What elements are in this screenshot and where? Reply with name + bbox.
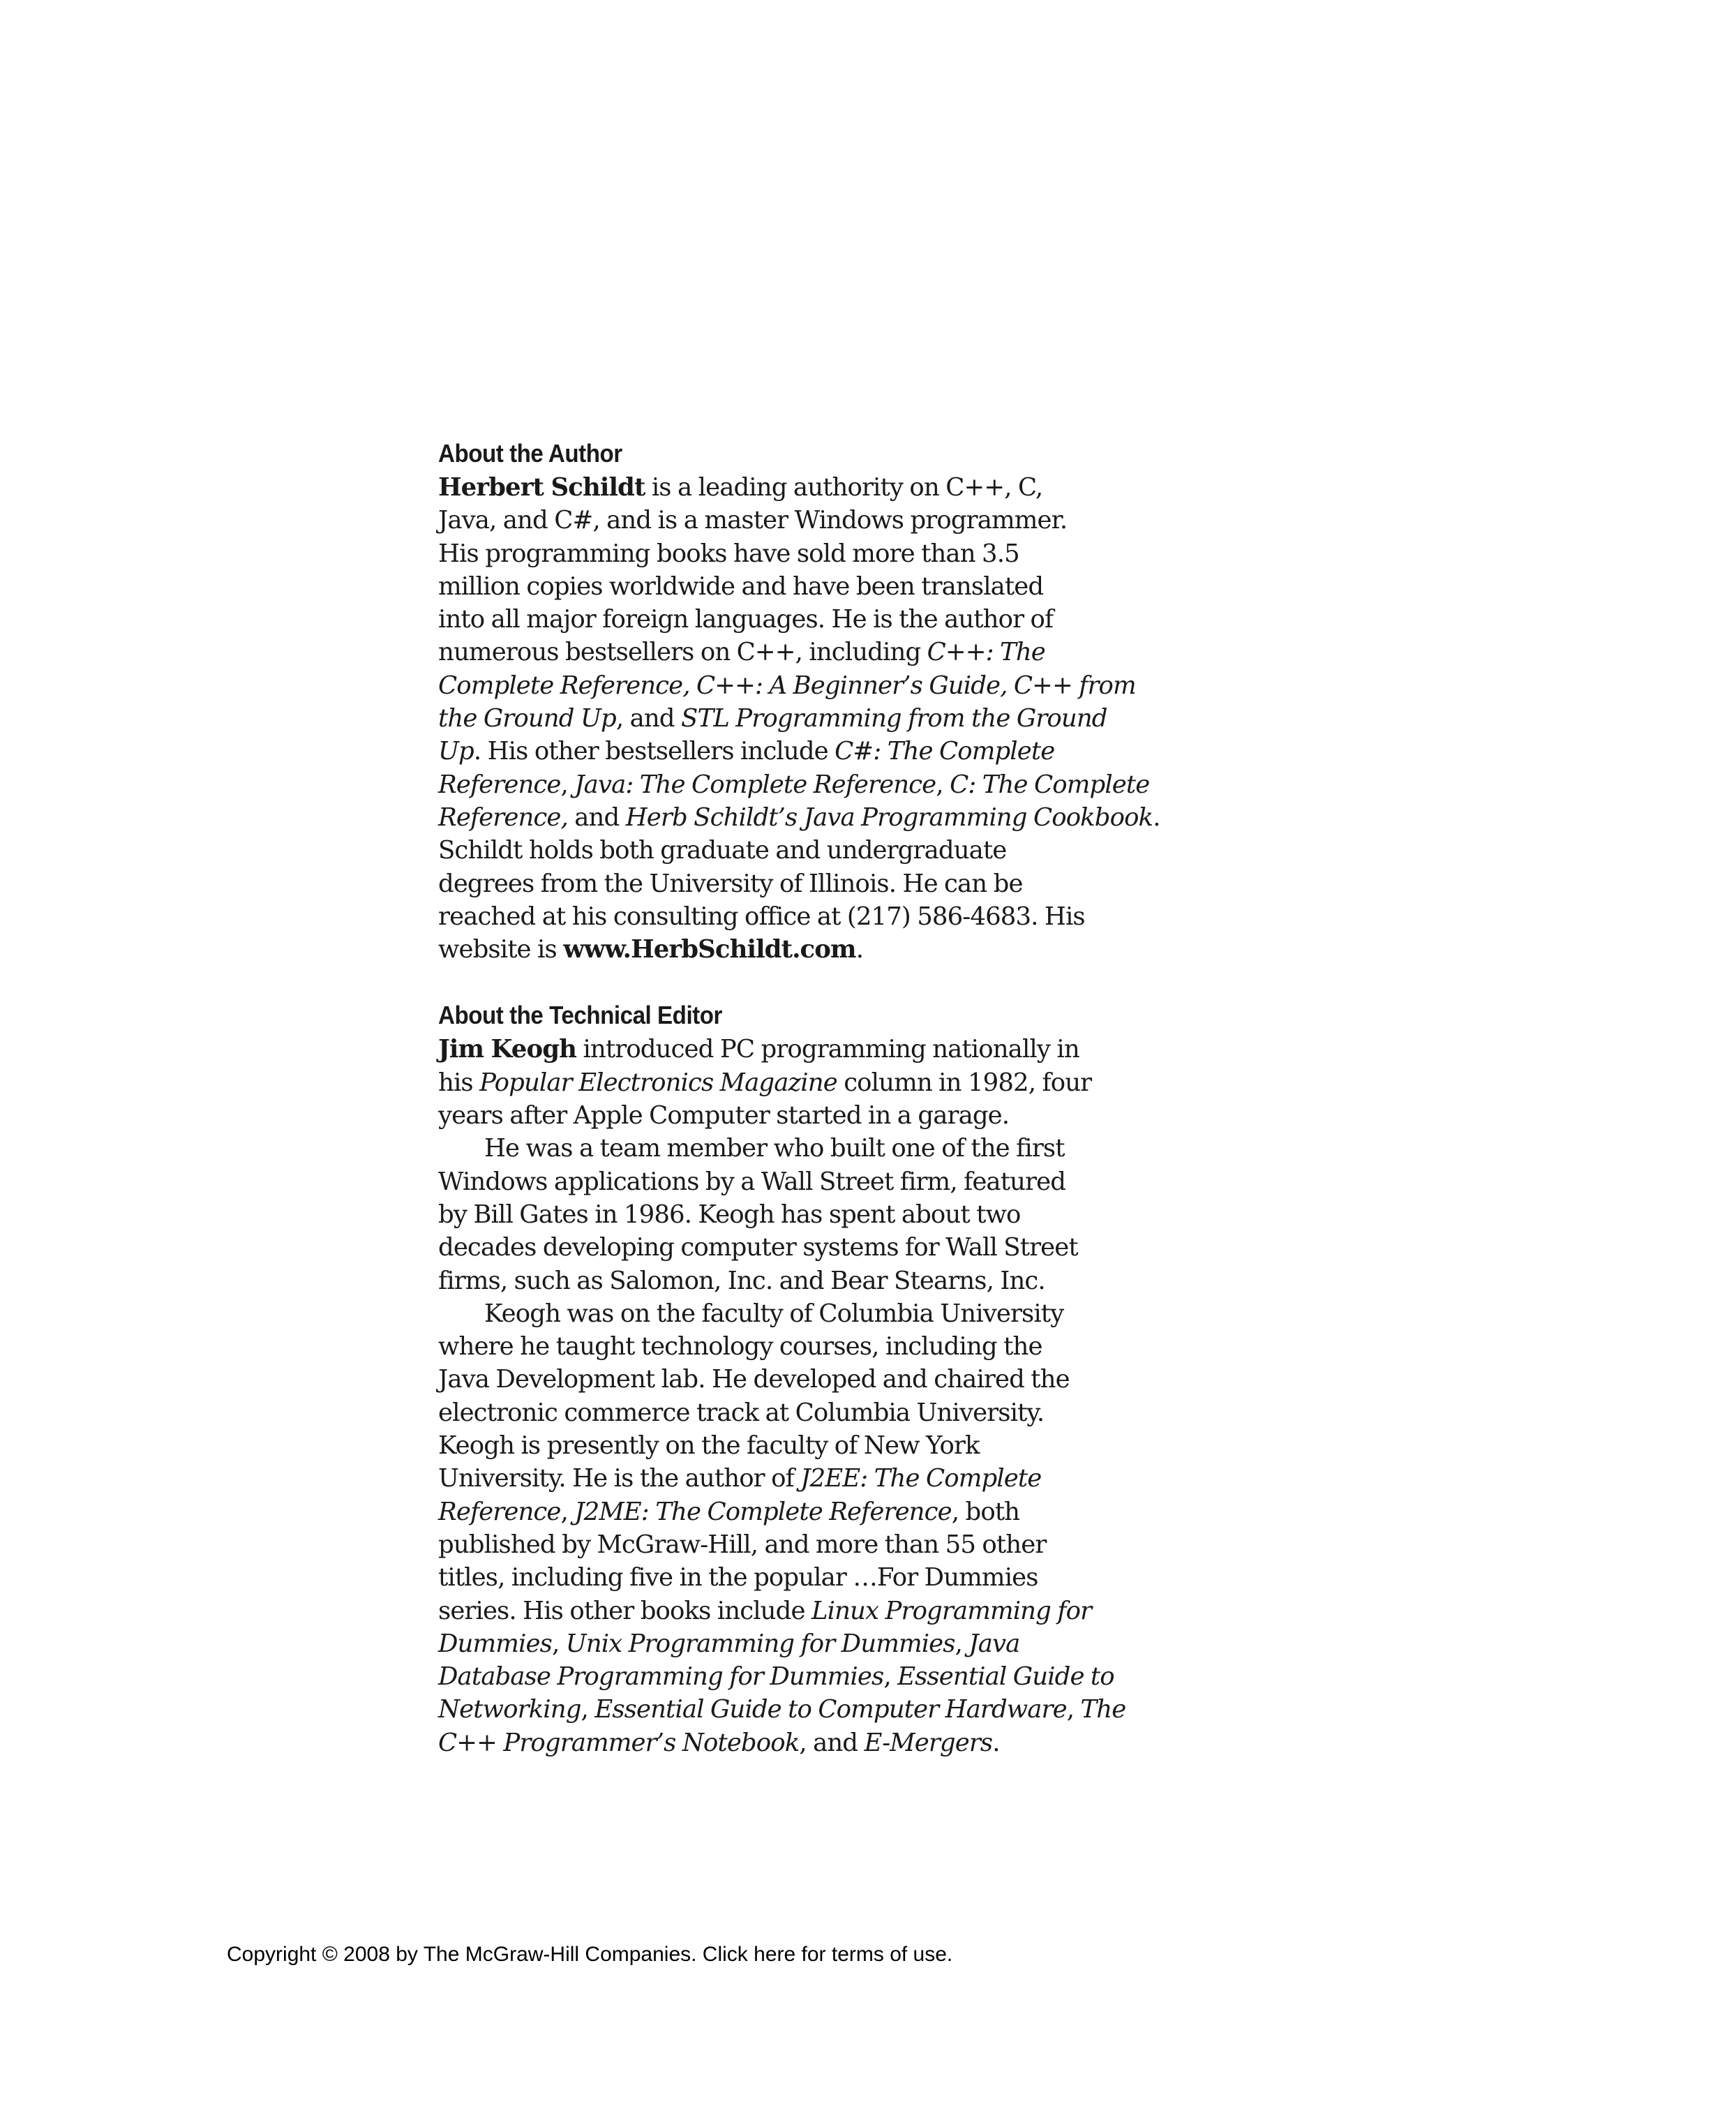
text-line: [438, 1627, 1122, 1660]
italic-text: C: The Complete: [950, 770, 1150, 799]
italic-text: J2ME: The Complete Reference: [574, 1497, 952, 1526]
text-line: [438, 1528, 1122, 1561]
text-line: [438, 1165, 1122, 1198]
text-run: ,: [936, 770, 950, 799]
italic-text: Database Programming for Dummies: [438, 1662, 884, 1692]
text-line: [438, 801, 1160, 834]
text-run: He was a team member who built one of the first: [484, 1134, 1065, 1163]
text-run: introduced PC programming nationally in: [576, 1035, 1079, 1064]
text-line: [438, 1396, 1122, 1429]
text-line: [438, 1330, 1122, 1363]
text-run: electronic commerce track at Columbia University.: [438, 1398, 1045, 1427]
text-run: His programming books have sold more than 3.5: [438, 539, 1019, 568]
italic-text: J2EE: The Complete: [800, 1464, 1042, 1493]
text-run: into all major foreign languages. He is the author of: [438, 605, 1054, 634]
text-line: [438, 669, 1136, 702]
text-run: .: [855, 935, 864, 964]
italic-text: Reference: [438, 770, 561, 799]
text-run: reached at his consulting office at (217) 586-4683. His: [438, 902, 1085, 931]
text-line: [438, 702, 1122, 735]
text-run: decades developing computer systems for Wall Street: [438, 1233, 1078, 1262]
text-line: [438, 1297, 1122, 1330]
italic-text: Essential Guide to: [897, 1662, 1114, 1692]
text-run: years after Apple Computer started in a garage.: [438, 1101, 1010, 1131]
text-run: University. He is the author of: [438, 1464, 801, 1493]
text-run: , both: [951, 1497, 1020, 1526]
text-run: Java, and C#, and is a master Windows programmer.: [438, 506, 1068, 535]
text-line: [438, 768, 1150, 801]
text-run: Java Development lab. He developed and chaired the: [438, 1365, 1070, 1394]
text-line: [438, 867, 1122, 900]
text-line: [438, 1066, 1122, 1099]
text-line: [438, 1231, 1122, 1264]
text-run: . His other bestsellers include: [473, 737, 835, 766]
text-line: [438, 603, 1122, 636]
text-line: [438, 735, 1122, 768]
text-run: ,: [1066, 1695, 1081, 1724]
text-run: column in 1982, four: [837, 1068, 1092, 1097]
italic-text: Unix Programming for Dummies: [565, 1629, 955, 1658]
italic-text: C++ Programmer’s Notebook: [438, 1728, 800, 1757]
italic-text: Linux Programming for: [811, 1596, 1092, 1625]
italic-text: C++: The: [927, 638, 1045, 667]
text-line: [438, 537, 1122, 570]
text-line: [438, 504, 1122, 537]
text-line: [438, 1132, 1122, 1165]
text-run: Keogh was on the faculty of Columbia University: [484, 1299, 1064, 1328]
italic-text: the Ground Up: [438, 704, 616, 733]
text-line: [438, 1265, 1122, 1297]
text-run: ,: [560, 770, 575, 799]
text-line: [438, 1660, 1122, 1693]
text-line: [438, 1726, 1122, 1759]
text-line: [438, 1363, 1122, 1396]
bold-text: Jim Keogh: [438, 1035, 577, 1064]
italic-text: Essential Guide to Computer Hardware: [594, 1695, 1067, 1724]
italic-text: Reference,: [438, 803, 568, 832]
text-run: ,: [883, 1662, 898, 1692]
text-line: [438, 900, 1122, 933]
bold-text: Herbert Schildt: [438, 473, 645, 502]
text-run: million copies worldwide and have been translated: [438, 572, 1044, 601]
text-line: [438, 570, 1122, 603]
text-run: where he taught technology courses, including the: [438, 1332, 1042, 1362]
italic-text: Up: [438, 737, 474, 766]
text-line: [438, 636, 1122, 669]
text-line: [438, 933, 1122, 966]
italic-text: Popular Electronics Magazine: [479, 1068, 837, 1097]
italic-text: Dummies: [438, 1629, 552, 1658]
text-run: ,: [955, 1629, 969, 1658]
about-editor-heading: About the Technical Editor: [438, 1001, 722, 1030]
text-run: ,: [560, 1497, 575, 1526]
text-run: , and: [799, 1728, 865, 1757]
bold-text: www.HerbSchildt.com: [563, 935, 856, 964]
text-run: ,: [581, 1695, 595, 1724]
text-line: [438, 1595, 1122, 1627]
italic-text: Java: [968, 1629, 1020, 1658]
italic-text: The: [1080, 1695, 1126, 1724]
text-line: [438, 1099, 1122, 1132]
text-run: published by McGraw-Hill, and more than 55 other: [438, 1530, 1047, 1559]
text-run: his: [438, 1068, 480, 1097]
text-line: [438, 834, 1122, 867]
text-run: .: [1153, 803, 1160, 832]
text-run: ,: [551, 1629, 566, 1658]
text-run: Windows applications by a Wall Street firm, featured: [438, 1167, 1066, 1196]
text-column: [438, 436, 1160, 1759]
text-run: degrees from the University of Illinois. He can be: [438, 869, 1023, 898]
text-run: firms, such as Salomon, Inc. and Bear Stearns, Inc.: [438, 1266, 1045, 1295]
text-line: [438, 1561, 1122, 1594]
italic-text: Complete Reference, C++: A Beginner’s Guide, C++ from: [438, 671, 1136, 700]
text-run: Keogh is presently on the faculty of New York: [438, 1431, 980, 1461]
text-line: [438, 1033, 1122, 1066]
italic-text: Reference: [438, 1497, 561, 1526]
text-line: [438, 1198, 1122, 1231]
about-editor-body: [438, 1033, 1126, 1759]
italic-text: E-Mergers: [864, 1728, 993, 1757]
text-run: website is: [438, 935, 564, 964]
italic-text: STL Programming from the Ground: [681, 704, 1107, 733]
text-run: Schildt holds both graduate and undergraduate: [438, 836, 1007, 865]
about-author-heading: About the Author: [438, 439, 622, 468]
copyright-notice[interactable]: Copyright © 2008 by The McGraw-Hill Companies. Click here for terms of use.: [227, 1943, 953, 1966]
text-line: [438, 1429, 1122, 1462]
text-run: and: [567, 803, 626, 832]
text-run: is a leading authority on C++, C,: [645, 473, 1043, 502]
text-line: [438, 1693, 1126, 1726]
italic-text: Java: The Complete Reference: [574, 770, 936, 799]
about-author-body: [438, 471, 1160, 966]
italic-text: Networking: [438, 1695, 581, 1724]
text-run: numerous bestsellers on C++, including: [438, 638, 927, 667]
italic-text: C#: The Complete: [835, 737, 1055, 766]
text-run: , and: [615, 704, 682, 733]
text-line: [438, 1462, 1122, 1495]
text-run: titles, including five in the popular …For Dummies: [438, 1563, 1038, 1592]
text-run: series. His other books include: [438, 1596, 811, 1625]
text-line: [438, 471, 1122, 504]
text-line: [438, 1495, 1122, 1528]
text-run: .: [992, 1728, 1000, 1757]
section-gap: [438, 966, 1122, 998]
text-run: by Bill Gates in 1986. Keogh has spent about two: [438, 1200, 1021, 1229]
italic-text: Herb Schildt’s Java Programming Cookbook: [625, 803, 1153, 832]
